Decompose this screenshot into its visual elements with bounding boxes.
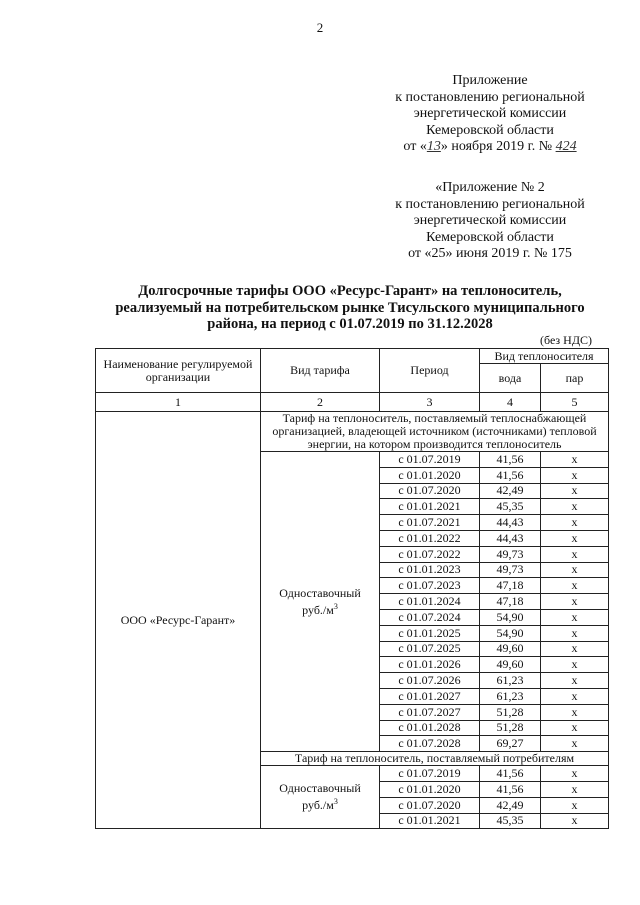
appendix-line: Кемеровской области xyxy=(426,122,554,138)
steam-value-cell: х xyxy=(541,673,609,689)
appendix-line: к постановлению региональной xyxy=(395,89,585,105)
title-line: района, на период с 01.07.2019 по 31.12.2028 xyxy=(207,316,493,332)
water-value-cell: 54,90 xyxy=(480,609,541,625)
period-cell: с 01.07.2025 xyxy=(380,641,480,657)
header-tariff-type: Вид тарифа xyxy=(261,349,380,393)
water-value-cell: 47,18 xyxy=(480,578,541,594)
steam-value-cell: х xyxy=(541,499,609,515)
water-value-cell: 49,60 xyxy=(480,657,541,673)
appendix-line: энергетической комиссии xyxy=(413,213,567,228)
title-line: реализуемый на потребительском рынке Тисульского муниципального xyxy=(115,299,585,316)
water-value-cell: 42,49 xyxy=(480,797,541,813)
steam-value-cell: х xyxy=(541,609,609,625)
column-number: 5 xyxy=(541,393,609,412)
steam-value-cell: х xyxy=(541,766,609,782)
period-cell: с 01.07.2019 xyxy=(380,766,480,782)
tariff-type-label: Одноставочный xyxy=(279,585,361,600)
water-value-cell: 54,90 xyxy=(480,625,541,641)
appendix-line: энергетической комиссии xyxy=(413,106,567,121)
period-cell: с 01.01.2022 xyxy=(380,530,480,546)
appendix-date-line xyxy=(370,139,610,156)
steam-value-cell: х xyxy=(541,562,609,578)
header-carrier-type: Вид теплоносителя xyxy=(480,349,609,364)
appendix-line: Приложение xyxy=(452,73,528,88)
period-cell: с 01.07.2020 xyxy=(380,483,480,499)
period-cell: с 01.01.2024 xyxy=(380,594,480,610)
date-suffix: » ноября 2019 г. № xyxy=(440,139,553,154)
water-value-cell: 51,28 xyxy=(480,720,541,736)
page-number: 2 xyxy=(316,20,324,35)
period-cell: с 01.01.2025 xyxy=(380,625,480,641)
handwritten-number: 424 xyxy=(555,139,577,154)
steam-value-cell: х xyxy=(541,546,609,562)
steam-value-cell: х xyxy=(541,781,609,797)
tariff-table xyxy=(95,348,609,829)
header-period: Период xyxy=(380,349,480,393)
period-cell: с 01.07.2020 xyxy=(380,797,480,813)
water-value-cell: 49,60 xyxy=(480,641,541,657)
period-cell: с 01.01.2021 xyxy=(380,813,480,829)
original-appendix-header xyxy=(370,180,610,263)
steam-value-cell: х xyxy=(541,594,609,610)
unit-superscript: 3 xyxy=(333,797,338,807)
appendix-header xyxy=(370,73,610,156)
period-cell: с 01.01.2026 xyxy=(380,657,480,673)
steam-value-cell: х xyxy=(541,720,609,736)
steam-value-cell: х xyxy=(541,467,609,483)
water-value-cell: 51,28 xyxy=(480,704,541,720)
column-number: 4 xyxy=(480,393,541,412)
period-cell: с 01.01.2027 xyxy=(380,688,480,704)
steam-value-cell: х xyxy=(541,483,609,499)
period-cell: с 01.01.2023 xyxy=(380,562,480,578)
tariff-type-cell xyxy=(261,452,380,752)
steam-value-cell: х xyxy=(541,641,609,657)
period-cell: с 01.07.2024 xyxy=(380,609,480,625)
steam-value-cell: х xyxy=(541,797,609,813)
header-steam: пар xyxy=(541,364,609,393)
water-value-cell: 45,35 xyxy=(480,499,541,515)
appendix-line: к постановлению региональной xyxy=(395,196,585,212)
document-title xyxy=(90,283,610,333)
title-line: Долгосрочные тарифы ООО «Ресурс-Гарант» на теплоноситель, xyxy=(138,283,562,299)
column-number: 3 xyxy=(380,393,480,412)
tariff-type-cell xyxy=(261,766,380,829)
water-value-cell: 61,23 xyxy=(480,673,541,689)
period-cell: с 01.01.2020 xyxy=(380,781,480,797)
unit-superscript: 3 xyxy=(333,601,338,611)
appendix-line: от «25» июня 2019 г. № 175 xyxy=(408,246,572,261)
column-number: 2 xyxy=(261,393,380,412)
water-value-cell: 41,56 xyxy=(480,452,541,468)
steam-value-cell: х xyxy=(541,736,609,752)
org-name-cell: ООО «Ресурс-Гарант» xyxy=(96,412,261,829)
steam-value-cell: х xyxy=(541,813,609,829)
steam-value-cell: х xyxy=(541,578,609,594)
water-value-cell: 41,56 xyxy=(480,781,541,797)
tariff-unit xyxy=(261,795,379,812)
period-cell: с 01.01.2020 xyxy=(380,467,480,483)
steam-value-cell: х xyxy=(541,657,609,673)
unit-label: руб./м xyxy=(302,798,334,813)
tariff-unit xyxy=(261,600,379,617)
water-value-cell: 47,18 xyxy=(480,594,541,610)
period-cell: с 01.07.2021 xyxy=(380,515,480,531)
vat-note: (без НДС) xyxy=(540,333,593,347)
period-cell: с 01.07.2023 xyxy=(380,578,480,594)
steam-value-cell: х xyxy=(541,530,609,546)
tariff-type-label: Одноставочный xyxy=(279,781,361,796)
water-value-cell: 61,23 xyxy=(480,688,541,704)
water-value-cell: 44,43 xyxy=(480,515,541,531)
water-value-cell: 42,49 xyxy=(480,483,541,499)
appendix-line: Кемеровской области xyxy=(426,229,554,245)
header-water: вода xyxy=(480,364,541,393)
water-value-cell: 44,43 xyxy=(480,530,541,546)
water-value-cell: 41,56 xyxy=(480,467,541,483)
date-prefix: от « xyxy=(403,139,427,154)
period-cell: с 01.07.2022 xyxy=(380,546,480,562)
handwritten-day: 13 xyxy=(426,139,441,154)
period-cell: с 01.01.2021 xyxy=(380,499,480,515)
steam-value-cell: х xyxy=(541,704,609,720)
water-value-cell: 45,35 xyxy=(480,813,541,829)
period-cell: с 01.01.2028 xyxy=(380,720,480,736)
steam-value-cell: х xyxy=(541,688,609,704)
water-value-cell: 41,56 xyxy=(480,766,541,782)
period-cell: с 01.07.2028 xyxy=(380,736,480,752)
water-value-cell: 49,73 xyxy=(480,562,541,578)
period-cell: с 01.07.2027 xyxy=(380,704,480,720)
steam-value-cell: х xyxy=(541,452,609,468)
period-cell: с 01.07.2026 xyxy=(380,673,480,689)
water-value-cell: 49,73 xyxy=(480,546,541,562)
period-cell: с 01.07.2019 xyxy=(380,452,480,468)
water-value-cell: 69,27 xyxy=(480,736,541,752)
column-number: 1 xyxy=(96,393,261,412)
appendix-line: «Приложение № 2 xyxy=(435,180,545,195)
steam-value-cell: х xyxy=(541,625,609,641)
unit-label: руб./м xyxy=(302,602,334,617)
section-title: Тариф на теплоноситель, поставляемый потребителям xyxy=(261,752,609,766)
header-org: Наименование регулируемой организации xyxy=(96,349,261,393)
steam-value-cell: х xyxy=(541,515,609,531)
section-title: Тариф на теплоноситель, поставляемый теплоснабжающей организацией, владеющей источником (источниками) тепловой энергии, на котором производится теплоноситель xyxy=(261,412,609,452)
